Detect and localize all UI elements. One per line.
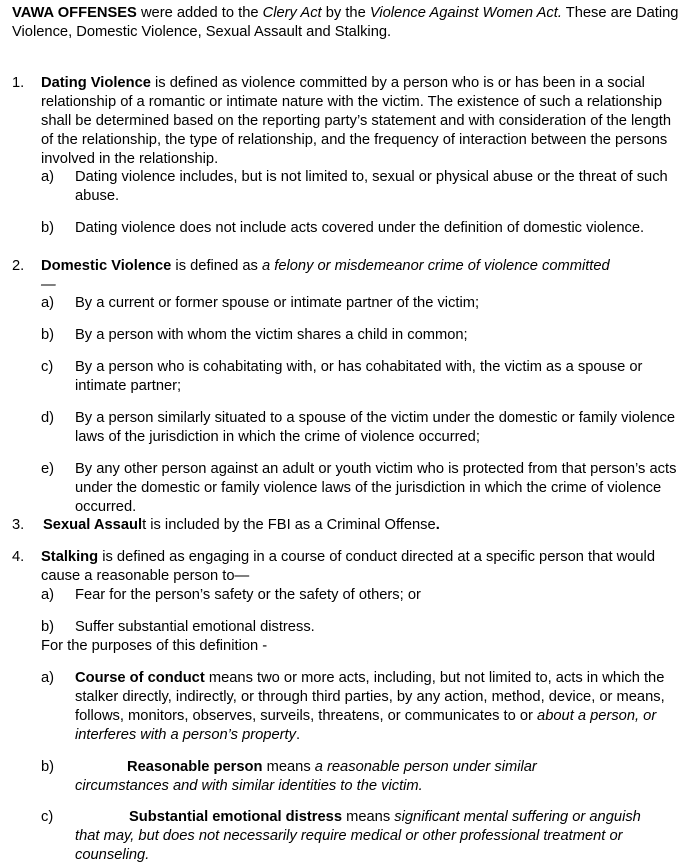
def-c-label: c) bbox=[41, 809, 54, 825]
def-c-term: Substantial emotional distress bbox=[129, 809, 343, 825]
item-2a-text: By a current or former spouse or intimate partner of the victim; bbox=[75, 295, 480, 311]
intro-text-3: These are Dating Violence, Domestic Violence, Sexual Assault and Stalking. bbox=[12, 5, 679, 40]
item-3-number: 3. bbox=[12, 517, 25, 533]
item-1-paragraph bbox=[41, 74, 681, 169]
def-a-term: Course of conduct bbox=[75, 670, 205, 686]
item-3-term-tail: t bbox=[142, 517, 147, 533]
item-2e-label: e) bbox=[41, 461, 55, 477]
item-1b-text: Dating violence does not include acts covered under the definition of domestic violence. bbox=[75, 220, 645, 236]
item-2c-text: By a person who is cohabitating with, or has cohabitated with, the victim as a spouse or intimate partner; bbox=[75, 359, 643, 394]
item-2e-text: By any other person against an adult or youth victim who is protected from that person’s acts under the domestic or family violence laws of the jurisdiction in which the crime of violence occurred. bbox=[75, 461, 677, 515]
item-2b-text: By a person with whom the victim shares a child in common; bbox=[75, 327, 468, 343]
item-4a-label: a) bbox=[41, 587, 55, 603]
item-2-text-italic: a felony or misdemeanor crime of violence committed— bbox=[41, 258, 610, 293]
def-b-label: b) bbox=[41, 759, 55, 775]
item-4b-text: Suffer substantial emotional distress. bbox=[75, 619, 315, 635]
item-4a-text: Fear for the person’s safety or the safety of others; or bbox=[75, 587, 421, 603]
item-2b-label: b) bbox=[41, 327, 55, 343]
item-2d-label: d) bbox=[41, 410, 55, 426]
item-2-term: Domestic Violence bbox=[41, 258, 172, 274]
def-c-paragraph bbox=[75, 808, 665, 865]
item-1-term: Dating Violence bbox=[41, 75, 151, 91]
def-a-italic: about a person, or interferes with a person’s property bbox=[75, 708, 657, 743]
intro-text-1: were added to the bbox=[136, 5, 263, 21]
intro-paragraph bbox=[12, 4, 688, 42]
item-2-text: is defined as bbox=[171, 258, 262, 274]
item-2-paragraph bbox=[41, 257, 611, 295]
def-a-paragraph bbox=[75, 669, 689, 745]
item-2a-label: a) bbox=[41, 295, 55, 311]
def-a-label: a) bbox=[41, 670, 55, 686]
def-b-paragraph bbox=[75, 758, 615, 796]
intro-text-2: by the bbox=[321, 5, 370, 21]
item-4b-label: b) bbox=[41, 619, 55, 635]
item-3-text: is included by the FBI as a Criminal Offense bbox=[146, 517, 436, 533]
intro-heading: VAWA OFFENSES bbox=[12, 5, 137, 21]
item-4-text: is defined as engaging in a course of conduct directed at a specific person that would cause a reasonable person to— bbox=[41, 549, 655, 584]
item-1a-text: Dating violence includes, but is not limited to, sexual or physical abuse or the threat of such abuse. bbox=[75, 169, 668, 204]
def-b-italic: a reasonable person under similar circumstances and with similar identities to the victim. bbox=[75, 759, 537, 794]
item-3-text-end: . bbox=[435, 517, 440, 533]
item-4-term: Stalking bbox=[41, 549, 99, 565]
def-b-text: means bbox=[262, 759, 315, 775]
item-1b-label: b) bbox=[41, 220, 55, 236]
item-4-number: 4. bbox=[12, 549, 25, 565]
def-a-end: . bbox=[295, 727, 301, 743]
item-3-paragraph bbox=[43, 516, 683, 535]
intro-act-2: Violence Against Women Act. bbox=[369, 5, 562, 21]
def-c-text: means bbox=[342, 809, 395, 825]
item-1a-label: a) bbox=[41, 169, 55, 185]
def-c-italic: significant mental suffering or anguish that may, but does not necessarily require medical or other professional treatment or counseling. bbox=[75, 809, 641, 863]
item-4-paragraph bbox=[41, 548, 681, 586]
item-4-purposes: For the purposes of this definition - bbox=[41, 638, 268, 654]
def-a-text: means two or more acts, including, but not limited to, acts in which the stalker directly, indirectly, or through third parties, by any action, method, device, or means, follows, monitors, observes, surveils, threatens, or communicates to or bbox=[75, 670, 665, 724]
item-3-term: Sexual Assaul bbox=[43, 517, 143, 533]
intro-act-1: Clery Act bbox=[262, 5, 322, 21]
item-2d-text: By a person similarly situated to a spouse of the victim under the domestic or family violence laws of the jurisdiction in which the crime of violence occurred; bbox=[75, 410, 676, 445]
item-2c-label: c) bbox=[41, 359, 54, 375]
item-1-number: 1. bbox=[12, 75, 25, 91]
item-2-number: 2. bbox=[12, 258, 25, 274]
def-b-term: Reasonable person bbox=[127, 759, 263, 775]
item-1-text: is defined as violence committed by a person who is or has been in a social relationship of a romantic or intimate nature with the victim. The existence of such a relationship shall be determined based on the reporting party’s statement and with consideration of the length of the relationship, the type of relationship, and the frequency of interaction between the persons involved in the relationship. bbox=[41, 75, 672, 167]
